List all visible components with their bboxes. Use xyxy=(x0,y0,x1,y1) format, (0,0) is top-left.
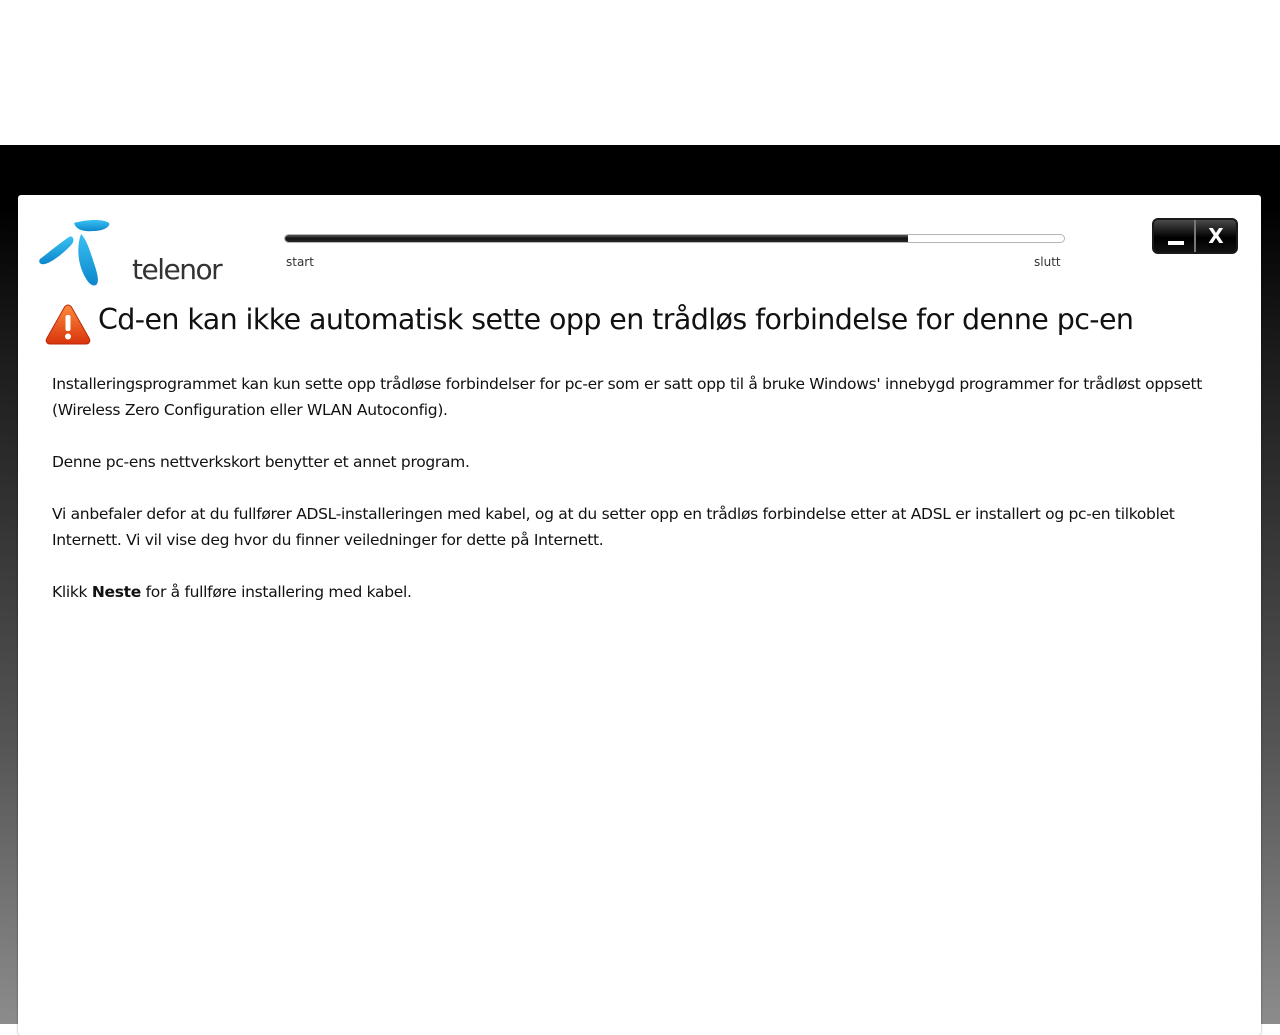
telenor-logo-icon xyxy=(38,217,128,289)
installer-panel xyxy=(18,195,1261,1035)
warning-icon xyxy=(45,303,91,345)
paragraph-adapter: Denne pc-ens nettverkskort benytter et annet program. xyxy=(52,453,470,471)
telenor-logo xyxy=(38,217,222,289)
minimize-button[interactable] xyxy=(1154,220,1196,252)
paragraph-intro: Installeringsprogrammet kan kun sette opp trådløse forbindelser for pc-er som er satt opp til å bruke Windows' innebygd programmer for trådløst oppsett (Wireless Zero Configuration eller WLAN Autoconfig). xyxy=(52,375,1203,419)
paragraph-recommendation: Vi anbefaler defor at du fullfører ADSL-installeringen med kabel, og at du setter opp en trådløs forbindelse etter at ADSL er installert og pc-en tilkoblet Internett. Vi vil vise deg hvor du finner veiledninger for dette på Internett. xyxy=(52,505,1175,549)
progress-start-label: start xyxy=(286,255,314,269)
page-title: Cd-en kan ikke automatisk sette opp en trådløs forbindelse for denne pc-en xyxy=(98,303,1134,336)
close-icon: X xyxy=(1208,224,1224,248)
paragraph-instruction xyxy=(52,579,1212,605)
instruction-suffix: for å fullføre installering med kabel. xyxy=(141,583,412,601)
progress-bar xyxy=(284,234,1065,243)
minimize-icon xyxy=(1168,241,1184,245)
window-controls xyxy=(1152,218,1238,254)
instruction-next-label: Neste xyxy=(91,583,141,601)
message-body xyxy=(52,371,1212,631)
logo-wordmark: telenor xyxy=(132,253,222,286)
instruction-prefix: Klikk xyxy=(52,583,92,601)
progress-end-label: slutt xyxy=(1034,255,1061,269)
progress-fill xyxy=(285,235,908,242)
close-button[interactable] xyxy=(1196,220,1236,252)
